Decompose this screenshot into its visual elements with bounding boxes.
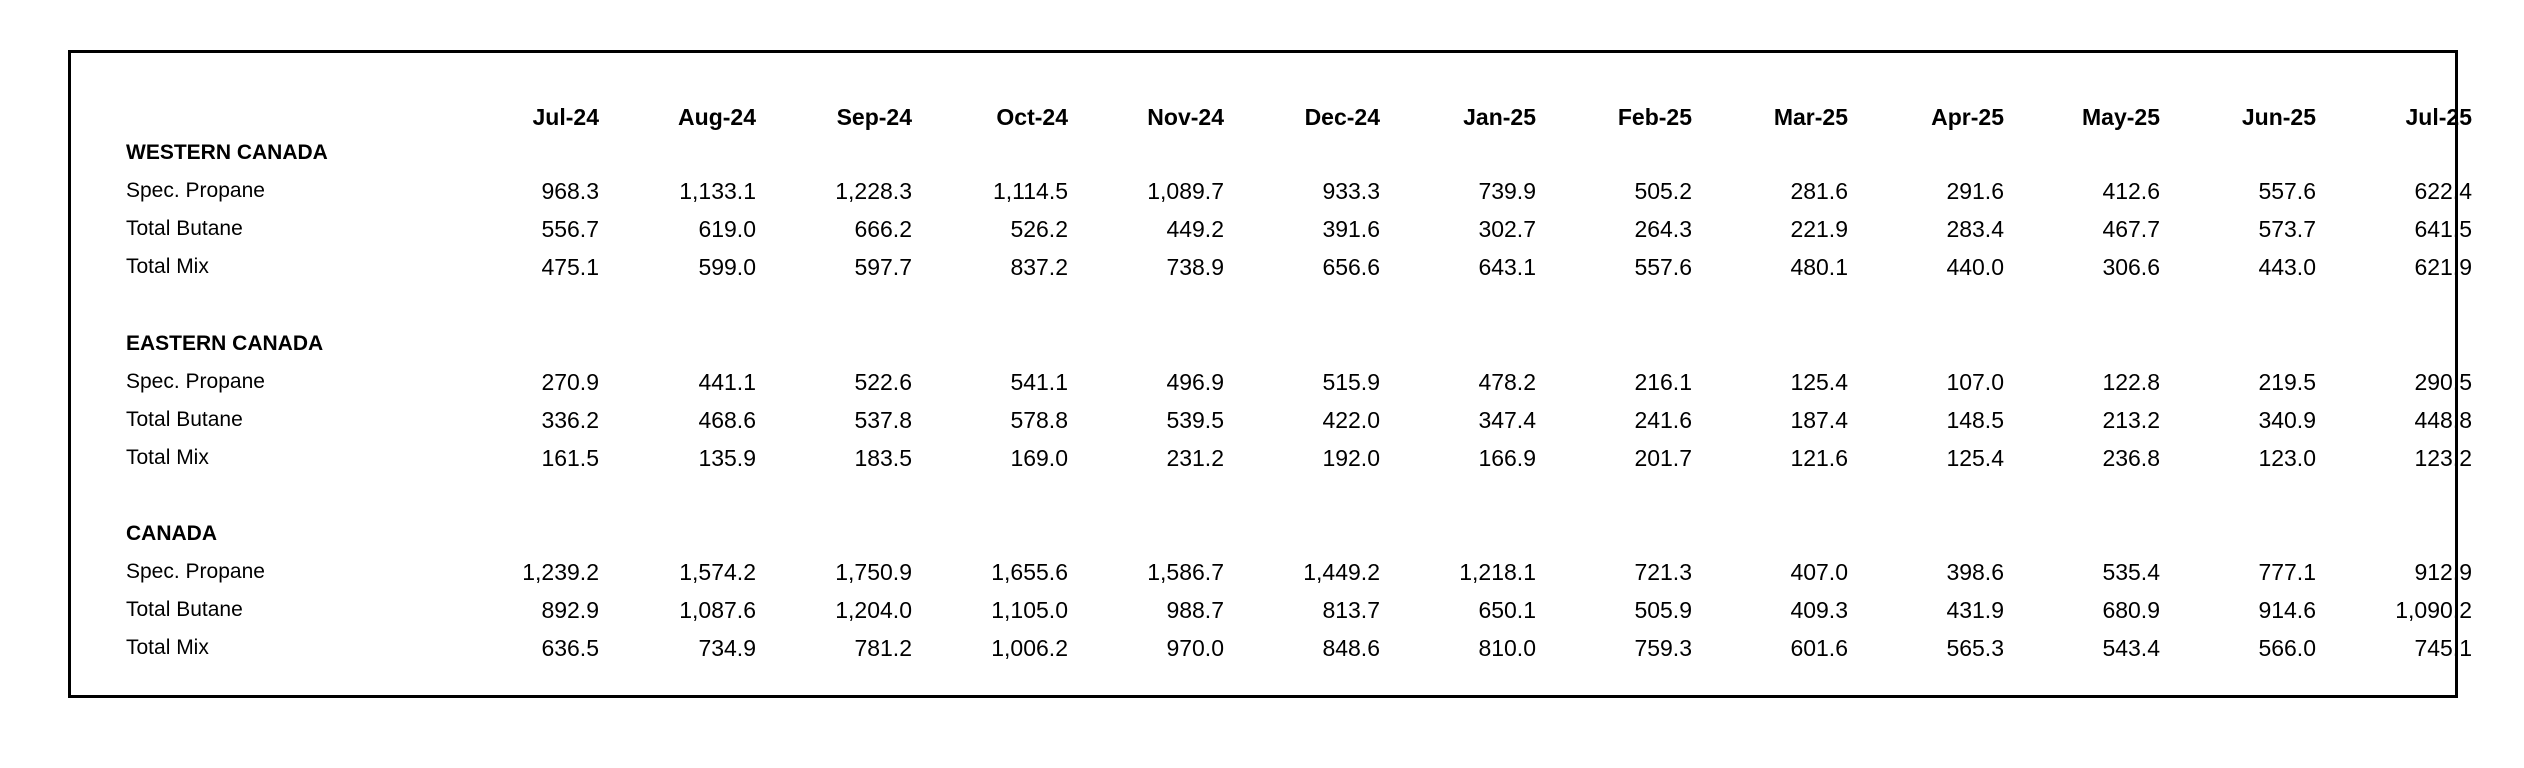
row-label: Total Mix: [126, 446, 209, 469]
table-cell: 213.2: [2102, 407, 2160, 433]
table-cell: 166.9: [1478, 445, 1536, 471]
row-label: Spec. Propane: [126, 560, 265, 583]
table-cell: 468.6: [698, 407, 756, 433]
table-cell: 221.9: [1790, 216, 1848, 242]
month-header: Jul-25: [2405, 104, 2472, 130]
table-cell: 739.9: [1478, 178, 1536, 204]
table-cell: 601.6: [1790, 635, 1848, 661]
table-cell: 440.0: [1946, 254, 2004, 280]
table-cell: 656.6: [1322, 254, 1380, 280]
table-cell: 283.4: [1946, 216, 2004, 242]
row-label: Total Butane: [126, 598, 243, 621]
table-cell: 1,750.9: [835, 559, 912, 585]
table-cell: 270.9: [541, 369, 599, 395]
table-cell: 650.1: [1478, 597, 1536, 623]
row-label: Total Butane: [126, 408, 243, 431]
table-cell: 914.6: [2258, 597, 2316, 623]
table-cell: 1,655.6: [991, 559, 1068, 585]
table-cell: 475.1: [541, 254, 599, 280]
table-cell: 480.1: [1790, 254, 1848, 280]
table-cell: 412.6: [2102, 178, 2160, 204]
month-header: Jan-25: [1463, 104, 1536, 130]
table-cell: 622.4: [2414, 178, 2472, 204]
month-header: Mar-25: [1773, 104, 1848, 130]
table-cell: 734.9: [698, 635, 756, 661]
table-cell: 565.3: [1946, 635, 2004, 661]
month-header: Oct-24: [996, 104, 1068, 130]
table-cell: 848.6: [1322, 635, 1380, 661]
table-cell: 448.8: [2414, 407, 2472, 433]
table-cell: 781.2: [854, 635, 912, 661]
table-cell: 745.1: [2414, 635, 2472, 661]
table-cell: 449.2: [1166, 216, 1224, 242]
data-table: [68, 50, 2472, 698]
table-cell: 302.7: [1478, 216, 1536, 242]
table-cell: 121.6: [1790, 445, 1848, 471]
month-header: Dec-24: [1304, 104, 1380, 130]
table-cell: 135.9: [698, 445, 756, 471]
row-label: Total Mix: [126, 636, 209, 659]
table-cell: 231.2: [1166, 445, 1224, 471]
table-cell: 398.6: [1946, 559, 2004, 585]
section-title: WESTERN CANADA: [126, 141, 328, 164]
table-cell: 1,133.1: [679, 178, 756, 204]
table-cell: 236.8: [2102, 445, 2160, 471]
table-cell: 407.0: [1790, 559, 1848, 585]
table-cell: 1,218.1: [1459, 559, 1536, 585]
table-cell: 1,449.2: [1303, 559, 1380, 585]
table-cell: 122.8: [2102, 369, 2160, 395]
table-cell: 515.9: [1322, 369, 1380, 395]
table-cell: 107.0: [1946, 369, 2004, 395]
month-header: May-25: [2082, 104, 2160, 130]
row-label: Total Butane: [126, 217, 243, 240]
table-cell: 422.0: [1322, 407, 1380, 433]
table-cell: 241.6: [1634, 407, 1692, 433]
table-cell: 1,239.2: [522, 559, 599, 585]
table-cell: 759.3: [1634, 635, 1692, 661]
table-cell: 169.0: [1010, 445, 1068, 471]
table-cell: 556.7: [541, 216, 599, 242]
table-cell: 1,105.0: [991, 597, 1068, 623]
table-cell: 777.1: [2258, 559, 2316, 585]
table-cell: 599.0: [698, 254, 756, 280]
table-cell: 264.3: [1634, 216, 1692, 242]
month-header: Jun-25: [2241, 104, 2316, 130]
table-cell: 216.1: [1634, 369, 1692, 395]
table-cell: 636.5: [541, 635, 599, 661]
table-cell: 1,586.7: [1147, 559, 1224, 585]
table-cell: 1,087.6: [679, 597, 756, 623]
table-cell: 968.3: [541, 178, 599, 204]
table-cell: 496.9: [1166, 369, 1224, 395]
table-cell: 467.7: [2102, 216, 2160, 242]
month-header: Jul-24: [532, 104, 599, 130]
table-cell: 933.3: [1322, 178, 1380, 204]
table-cell: 1,114.5: [992, 178, 1068, 204]
table-cell: 641.5: [2414, 216, 2472, 242]
table-cell: 409.3: [1790, 597, 1848, 623]
table-cell: 573.7: [2258, 216, 2316, 242]
table-cell: 666.2: [854, 216, 912, 242]
table-cell: 526.2: [1010, 216, 1068, 242]
table-cell: 336.2: [541, 407, 599, 433]
table-cell: 441.1: [698, 369, 756, 395]
table-cell: 680.9: [2102, 597, 2160, 623]
table-cell: 431.9: [1946, 597, 2004, 623]
row-label: Spec. Propane: [126, 370, 265, 393]
table-cell: 1,090.2: [2395, 597, 2472, 623]
row-label: Spec. Propane: [126, 179, 265, 202]
table-cell: 125.4: [1946, 445, 2004, 471]
table-cell: 557.6: [2258, 178, 2316, 204]
table-cell: 970.0: [1166, 635, 1224, 661]
table-cell: 347.4: [1478, 407, 1536, 433]
table-cell: 1,228.3: [835, 178, 912, 204]
table-cell: 306.6: [2102, 254, 2160, 280]
table-cell: 621.9: [2414, 254, 2472, 280]
table-cell: 219.5: [2258, 369, 2316, 395]
month-header: Apr-25: [1931, 104, 2004, 130]
table-cell: 505.2: [1634, 178, 1692, 204]
table-cell: 1,574.2: [679, 559, 756, 585]
table-cell: 721.3: [1634, 559, 1692, 585]
table-cell: 340.9: [2258, 407, 2316, 433]
table-cell: 643.1: [1478, 254, 1536, 280]
table-cell: 837.2: [1010, 254, 1068, 280]
table-cell: 813.7: [1322, 597, 1380, 623]
table-cell: 566.0: [2258, 635, 2316, 661]
table-cell: 148.5: [1946, 407, 2004, 433]
table-cell: 578.8: [1010, 407, 1068, 433]
table-cell: 281.6: [1790, 178, 1848, 204]
table-cell: 541.1: [1010, 369, 1068, 395]
table-cell: 290.5: [2414, 369, 2472, 395]
table-cell: 505.9: [1634, 597, 1692, 623]
section-title: CANADA: [126, 522, 217, 545]
table-cell: 291.6: [1946, 178, 2004, 204]
section-title: EASTERN CANADA: [126, 332, 324, 355]
table-cell: 988.7: [1166, 597, 1224, 623]
month-header: Sep-24: [836, 104, 912, 130]
table-cell: 619.0: [698, 216, 756, 242]
table-cell: 161.5: [541, 445, 599, 471]
table-cell: 597.7: [854, 254, 912, 280]
table-cell: 187.4: [1790, 407, 1848, 433]
table-cell: 391.6: [1322, 216, 1380, 242]
table-cell: 192.0: [1322, 445, 1380, 471]
table-cell: 183.5: [854, 445, 912, 471]
table-cell: 443.0: [2258, 254, 2316, 280]
month-header: Aug-24: [678, 104, 756, 130]
table-cell: 912.9: [2414, 559, 2472, 585]
table-cell: 201.7: [1634, 445, 1692, 471]
table-cell: 892.9: [541, 597, 599, 623]
table-cell: 478.2: [1478, 369, 1536, 395]
table-cell: 543.4: [2102, 635, 2160, 661]
table-cell: 123.0: [2258, 445, 2316, 471]
month-header: Nov-24: [1147, 104, 1224, 130]
table-cell: 539.5: [1166, 407, 1224, 433]
table-cell: 810.0: [1478, 635, 1536, 661]
table-cell: 522.6: [854, 369, 912, 395]
table-cell: 557.6: [1634, 254, 1692, 280]
table-cell: 738.9: [1166, 254, 1224, 280]
row-label: Total Mix: [126, 255, 209, 278]
table-cell: 537.8: [854, 407, 912, 433]
table-cell: 1,006.2: [991, 635, 1068, 661]
month-header: Feb-25: [1617, 104, 1692, 130]
table-cell: 125.4: [1790, 369, 1848, 395]
table-cell: 535.4: [2102, 559, 2160, 585]
table-cell: 123.2: [2414, 445, 2472, 471]
table-cell: 1,204.0: [835, 597, 912, 623]
table-cell: 1,089.7: [1147, 178, 1224, 204]
